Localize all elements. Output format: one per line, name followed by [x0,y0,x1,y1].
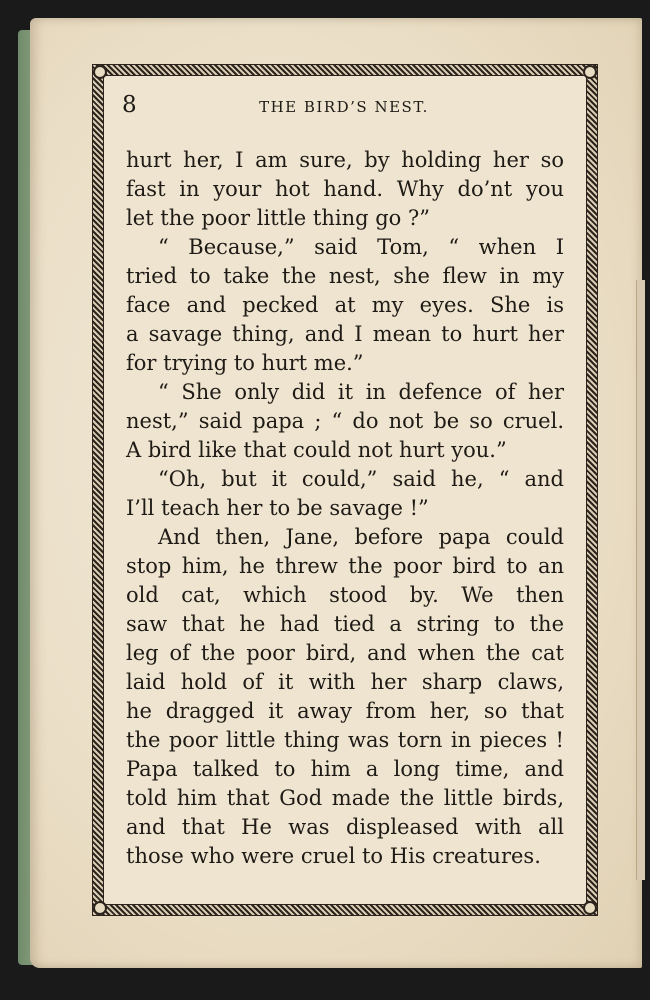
text-line: Papa talked to him a long time, and [126,757,564,781]
text-line: tried to take the nest, she flew in my [126,264,564,288]
text-line: old cat, which stood by. We then [126,583,564,607]
next-page-edge [636,280,645,880]
text-line: a savage thing, and I mean to hurt her [126,322,564,346]
text-line: face and pecked at my eyes. She is [126,293,564,317]
corner-ornament-icon [583,65,597,79]
text-line: saw that he had tied a string to the [126,612,564,636]
text-line: stop him, he threw the poor bird to an [126,554,564,578]
text-line: he dragged it away from her, so that [126,699,564,723]
text-line: for trying to hurt me.” [126,351,364,375]
body-text [126,146,564,886]
text-line: let the poor little thing go ?” [126,206,430,230]
text-line: nest,” said papa ; “ do not be so cruel. [126,409,564,433]
text-line: told him that God made the little birds, [126,786,564,810]
text-line: the poor little thing was torn in pieces ! [126,728,564,752]
corner-ornament-icon [583,901,597,915]
text-line: hurt her, I am sure, by holding her so [126,148,564,172]
text-line: fast in your hot hand. Why do’nt you [126,177,564,201]
page-header [122,92,566,126]
text-line: laid hold of it with her sharp claws, [126,670,564,694]
text-line: “ Because,” said Tom, “ when I [158,235,564,259]
corner-ornament-icon [93,901,107,915]
text-line: A bird like that could not hurt you.” [126,438,507,462]
text-line: those who were cruel to His creatures. [126,844,541,868]
corner-ornament-icon [93,65,107,79]
running-head: THE BIRD’S NEST. [259,98,429,116]
text-line: I’ll teach her to be savage !” [126,496,429,520]
text-line: leg of the poor bird, and when the cat [126,641,564,665]
text-line: “ She only did it in defence of her [158,380,564,404]
text-line: “Oh, but it could,” said he, “ and [158,467,564,491]
page-number: 8 [122,92,137,118]
text-line: and that He was displeased with all [126,815,564,839]
text-line: And then, Jane, before papa could [158,525,564,549]
